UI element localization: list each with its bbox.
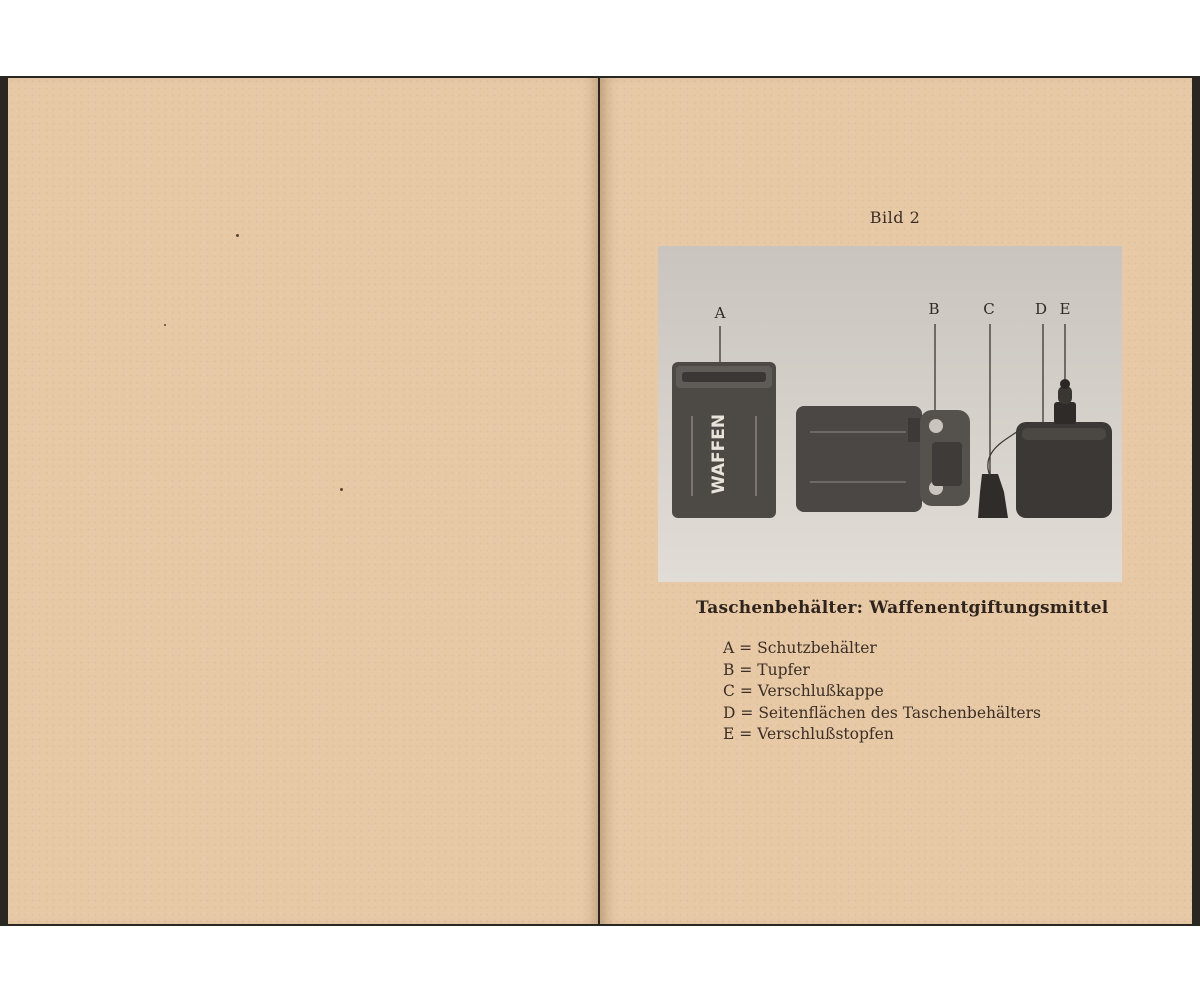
legend-item (723, 724, 1041, 746)
pouch-container-illustration (1016, 379, 1112, 518)
container-imprint: WAFFEN (709, 413, 729, 495)
legend-key: C (723, 682, 735, 700)
photo-label-b: B (928, 300, 940, 318)
legend-key: B (723, 660, 735, 679)
legend-separator: = (740, 703, 754, 722)
book-spread (0, 76, 1200, 926)
swab-illustration (796, 406, 970, 512)
legend-item (723, 681, 1041, 703)
figure-legend (723, 638, 1041, 746)
figure-title: Taschenbehälter: Waffenentgiftungsmittel (696, 598, 1109, 618)
photo-illustration (658, 246, 1122, 582)
left-page-blank (8, 78, 598, 924)
legend-key: D (723, 703, 736, 722)
figure-photo (658, 246, 1122, 582)
legend-text: Verschlußkappe (757, 682, 884, 700)
legend-separator: = (739, 639, 753, 657)
legend-text: Tupfer (757, 660, 810, 679)
figure-caption: Bild 2 (869, 208, 921, 227)
legend-item (723, 660, 1041, 682)
paper-speck (340, 488, 343, 491)
photo-label-e: E (1059, 300, 1071, 318)
photo-label-a: A (714, 304, 726, 322)
paper-speck (164, 324, 166, 326)
legend-separator: = (739, 682, 753, 700)
protective-container-illustration (672, 362, 776, 518)
legend-text: Seitenflächen des Taschenbehälters (758, 703, 1041, 722)
legend-item (723, 703, 1041, 725)
legend-separator: = (739, 725, 753, 743)
legend-text: Verschlußstopfen (757, 725, 894, 743)
paper-speck (236, 234, 239, 237)
photo-label-d: D (1034, 300, 1048, 318)
legend-text: Schutzbehälter (757, 639, 877, 657)
legend-item (723, 638, 1041, 660)
photo-label-c: C (983, 300, 995, 318)
legend-key: E (723, 725, 735, 743)
legend-separator: = (739, 660, 753, 679)
right-page (600, 78, 1192, 924)
legend-key: A (723, 639, 735, 657)
